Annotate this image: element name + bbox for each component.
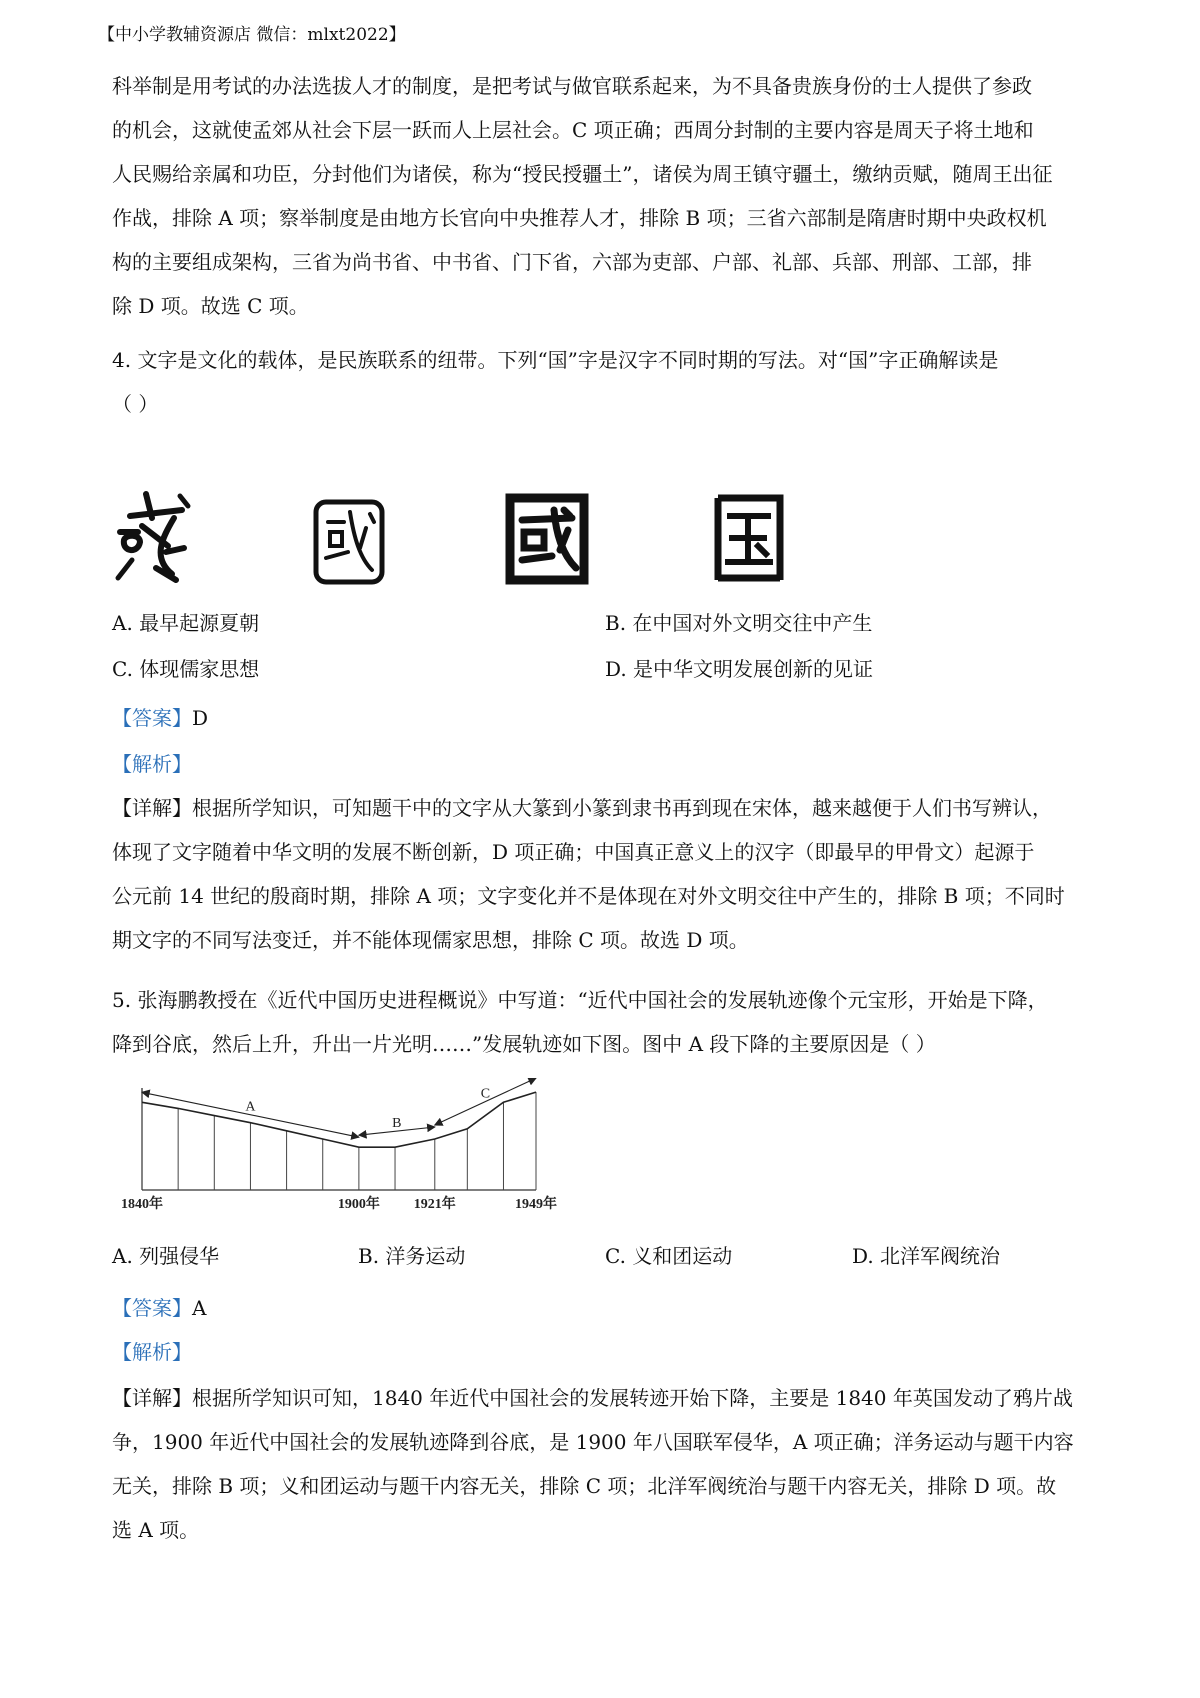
q5-stem: 5. 张海鹏教授在《近代中国历史进程概说》中写道：“近代中国社会的发展轨迹像个元宝形，开始是下降， [112, 988, 1048, 1012]
q5-option-a: A. 列强侵华 [112, 1244, 220, 1268]
q5-answer [112, 1286, 206, 1330]
watermark-header: 【中小学教辅资源店 微信：mlxt2022】 [98, 25, 406, 45]
segment-label-b: B [392, 1116, 402, 1132]
q4-analysis-label: 【解析】 [112, 752, 192, 776]
q4-option-b: B. 在中国对外文明交往中产生 [605, 611, 873, 635]
answer-label: 【答案】 [112, 1296, 192, 1320]
q5-option-c: C. 义和团运动 [605, 1244, 733, 1268]
q4-stem: 4. 文字是文化的载体，是民族联系的纽带。下列“国”字是汉字不同时期的写法。对“国”字正确解读是 [112, 348, 999, 372]
q4-detail-line: 【详解】根据所学知识，可知题干中的文字从大篆到小篆到隶书再到现在宋体，越来越便于人们书写辨认， [112, 796, 1052, 820]
q5-detail-line: 无关，排除 B 项；义和团运动与题干内容无关，排除 C 项；北洋军阀统治与题干内容无关，排除 D 项。故 [112, 1474, 1057, 1498]
q5-stem: 降到谷底，然后上升，升出一片光明……”发展轨迹如下图。图中 A 段下降的主要原因是（ ） [112, 1032, 936, 1056]
q4-option-a: A. 最早起源夏朝 [112, 611, 260, 635]
q5-detail-line: 争，1900 年近代中国社会的发展轨迹降到谷底，是 1900 年八国联军侵华，A 项正确；洋务运动与题干内容 [112, 1430, 1074, 1454]
q3-explanation-line: 除 D 项。故选 C 项。 [112, 294, 309, 318]
trajectory-plot [108, 1078, 558, 1213]
guo-character-evolution [112, 488, 832, 588]
q5-detail-line: 【详解】根据所学知识可知，1840 年近代中国社会的发展转迹开始下降，主要是 1840 年英国发动了鸦片战 [112, 1386, 1073, 1410]
guo-glyph-bronze-script [112, 488, 202, 592]
q4-option-c: C. 体现儒家思想 [112, 657, 260, 681]
guo-glyph-small-seal [310, 488, 390, 592]
q4-detail-line: 期文字的不同写法变迁，并不能体现儒家思想，排除 C 项。故选 D 项。 [112, 928, 749, 952]
q3-explanation-line: 科举制是用考试的办法选拔人才的制度，是把考试与做官联系起来，为不具备贵族身份的士人提供了参政 [112, 74, 1032, 98]
x-tick-label: 1840年 [121, 1197, 163, 1212]
x-tick-label: 1900年 [337, 1197, 380, 1212]
answer-value: D [192, 706, 209, 730]
guo-glyph-clerical [502, 488, 592, 592]
development-trajectory-chart [108, 1078, 558, 1213]
q4-stem-blank: （ ） [112, 392, 159, 416]
q3-explanation-line: 人民赐给亲属和功臣，分封他们为诸侯，称为“授民授疆土”，诸侯为周王镇守疆土，缴纳贡赋，随周王出征 [112, 162, 1053, 186]
q4-answer [112, 696, 208, 740]
guo-glyph-song-typeface [710, 488, 790, 592]
segment-label-c: C [480, 1086, 491, 1102]
q5-option-d: D. 北洋军阀统治 [852, 1244, 1001, 1268]
q3-explanation-line: 构的主要组成架构，三省为尚书省、中书省、门下省，六部为吏部、户部、礼部、兵部、刑部、工部，排 [112, 250, 1032, 274]
q4-option-d: D. 是中华文明发展创新的见证 [605, 657, 874, 681]
q4-detail-line: 体现了文字随着中华文明的发展不断创新，D 项正确；中国真正意义上的汉字（即最早的甲骨文）起源于 [112, 840, 1035, 864]
q5-option-b: B. 洋务运动 [358, 1244, 466, 1268]
answer-label: 【答案】 [112, 706, 192, 730]
x-tick-label: 1921年 [413, 1197, 456, 1212]
answer-value: A [192, 1296, 207, 1320]
q3-explanation-line: 作战，排除 A 项；察举制度是由地方长官向中央推荐人才，排除 B 项；三省六部制是隋唐时期中央政权机 [112, 206, 1047, 230]
q5-detail-line: 选 A 项。 [112, 1518, 200, 1542]
x-tick-label: 1949年 [515, 1197, 557, 1212]
q4-detail-line: 公元前 14 世纪的殷商时期，排除 A 项；文字变化并不是体现在对外文明交往中产生的，排除 B 项；不同时 [112, 884, 1065, 908]
q3-explanation-line: 的机会，这就使孟郊从社会下层一跃而人上层社会。C 项正确；西周分封制的主要内容是周天子将土地和 [112, 118, 1034, 142]
segment-label-a: A [245, 1099, 256, 1115]
q5-analysis-label: 【解析】 [112, 1340, 192, 1364]
trajectory-line [142, 1092, 536, 1147]
